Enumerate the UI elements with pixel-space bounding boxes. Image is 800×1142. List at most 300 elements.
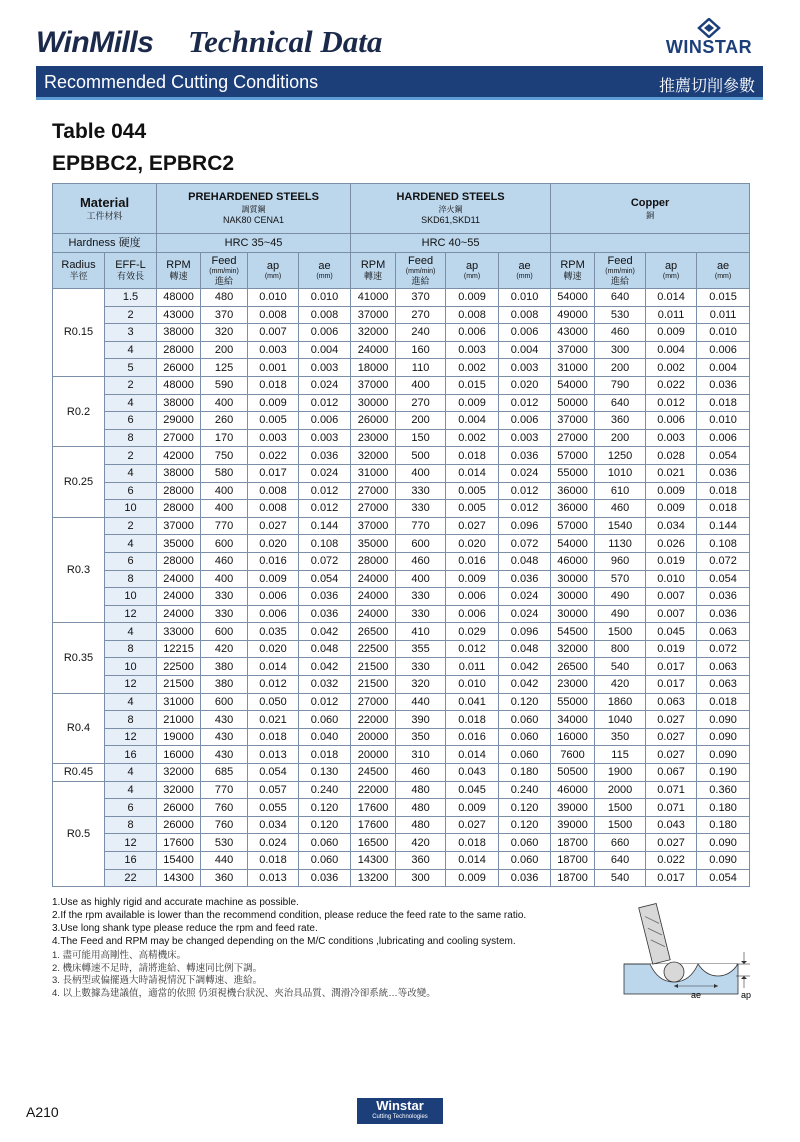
value-cell: 0.007	[646, 588, 697, 606]
value-cell: 0.036	[499, 447, 551, 465]
value-cell: 1130	[595, 535, 646, 553]
value-cell: 0.003	[248, 429, 299, 447]
table-row	[53, 570, 750, 588]
col-label: ap	[664, 260, 678, 272]
col-header-feed	[595, 253, 646, 289]
table-row	[53, 869, 750, 887]
value-cell: 7600	[551, 746, 595, 764]
value-cell: 55000	[551, 693, 595, 711]
value-cell: 16000	[157, 746, 201, 764]
col-label: RPM	[360, 259, 386, 271]
note-line-cn: 2. 機床轉速不足時，請將進給、轉速同比例下調。	[52, 962, 263, 974]
value-cell: 0.006	[646, 412, 697, 430]
value-cell: 24000	[157, 570, 201, 588]
table-row	[53, 376, 750, 394]
value-cell: 13200	[351, 869, 396, 887]
value-cell: 0.090	[697, 834, 750, 852]
value-cell: 0.019	[646, 640, 697, 658]
value-cell: 0.060	[299, 711, 351, 729]
value-cell: 330	[396, 658, 446, 676]
value-cell: 0.045	[446, 781, 499, 799]
effl-cell: 4	[105, 464, 157, 482]
col-label: ae	[518, 260, 531, 272]
value-cell: 0.020	[499, 376, 551, 394]
value-cell: 110	[396, 359, 446, 377]
group-header-prehardened	[157, 184, 351, 234]
value-cell: 0.018	[248, 376, 299, 394]
table-row	[53, 623, 750, 641]
value-cell: 430	[201, 711, 248, 729]
value-cell: 0.041	[446, 693, 499, 711]
value-cell: 0.120	[499, 693, 551, 711]
value-cell: 0.017	[646, 658, 697, 676]
value-cell: 41000	[351, 289, 396, 307]
value-cell: 19000	[157, 728, 201, 746]
value-cell: 0.042	[499, 676, 551, 694]
ap-label: ap	[741, 990, 752, 1000]
value-cell: 20000	[351, 728, 396, 746]
value-cell: 0.017	[646, 676, 697, 694]
value-cell: 540	[595, 869, 646, 887]
value-cell: 0.042	[299, 623, 351, 641]
value-cell: 0.018	[697, 500, 750, 518]
value-cell: 420	[201, 640, 248, 658]
effl-cell: 12	[105, 728, 157, 746]
effl-cell: 8	[105, 429, 157, 447]
value-cell: 270	[396, 306, 446, 324]
value-cell: 0.003	[646, 429, 697, 447]
value-cell: 760	[201, 816, 248, 834]
value-cell: 24000	[157, 605, 201, 623]
value-cell: 26000	[157, 359, 201, 377]
value-cell: 0.180	[697, 816, 750, 834]
value-cell: 0.018	[446, 711, 499, 729]
value-cell: 300	[396, 869, 446, 887]
value-cell: 1540	[595, 517, 646, 535]
value-cell: 0.036	[499, 570, 551, 588]
value-cell: 0.054	[248, 764, 299, 782]
col-label: (mm/min)	[405, 267, 436, 275]
value-cell: 480	[396, 781, 446, 799]
value-cell: 380	[201, 658, 248, 676]
group-name: HARDENED STEELS	[396, 191, 505, 203]
note-line: 2.If the rpm available is lower than the recommend condition, please reduce the feed rate to the same ratio.	[52, 910, 527, 921]
value-cell: 30000	[551, 605, 595, 623]
value-cell: 18700	[551, 852, 595, 870]
effl-cell: 4	[105, 764, 157, 782]
value-cell: 0.010	[697, 412, 750, 430]
value-cell: 0.060	[499, 852, 551, 870]
value-cell: 600	[201, 623, 248, 641]
value-cell: 370	[396, 289, 446, 307]
value-cell: 0.060	[299, 852, 351, 870]
value-cell: 0.048	[299, 640, 351, 658]
material-label: Material	[79, 195, 130, 210]
value-cell: 0.008	[248, 482, 299, 500]
value-cell: 530	[595, 306, 646, 324]
value-cell: 0.018	[697, 693, 750, 711]
document-title: Technical Data	[188, 24, 383, 59]
value-cell: 32000	[157, 764, 201, 782]
value-cell: 0.060	[499, 711, 551, 729]
value-cell: 17600	[351, 816, 396, 834]
product-name: EPBBC2, EPBRC2	[52, 152, 235, 175]
value-cell: 0.060	[299, 834, 351, 852]
value-cell: 0.014	[446, 464, 499, 482]
value-cell: 330	[396, 482, 446, 500]
value-cell: 31000	[351, 464, 396, 482]
value-cell: 200	[201, 341, 248, 359]
col-header-ae	[697, 253, 750, 289]
value-cell: 300	[595, 341, 646, 359]
value-cell: 24000	[157, 588, 201, 606]
value-cell: 17600	[351, 799, 396, 817]
value-cell: 31000	[551, 359, 595, 377]
value-cell: 0.054	[299, 570, 351, 588]
value-cell: 31000	[157, 693, 201, 711]
value-cell: 400	[201, 500, 248, 518]
value-cell: 0.002	[646, 359, 697, 377]
value-cell: 0.108	[697, 535, 750, 553]
value-cell: 26500	[551, 658, 595, 676]
col-label: (mm)	[316, 273, 333, 280]
effl-cell: 5	[105, 359, 157, 377]
notes-english	[52, 896, 526, 948]
value-cell: 350	[396, 728, 446, 746]
value-cell: 0.042	[499, 658, 551, 676]
value-cell: 54000	[551, 535, 595, 553]
radius-cell: R0.4	[53, 693, 105, 763]
value-cell: 330	[201, 588, 248, 606]
col-label-cn: 半徑	[69, 271, 88, 281]
value-cell: 32000	[157, 781, 201, 799]
value-cell: 0.012	[499, 394, 551, 412]
value-cell: 770	[201, 781, 248, 799]
value-cell: 0.120	[499, 799, 551, 817]
effl-cell: 8	[105, 640, 157, 658]
effl-cell: 6	[105, 482, 157, 500]
table-row	[53, 588, 750, 606]
value-cell: 1860	[595, 693, 646, 711]
value-cell: 27000	[351, 482, 396, 500]
value-cell: 29000	[157, 412, 201, 430]
value-cell: 30000	[551, 588, 595, 606]
value-cell: 0.180	[499, 764, 551, 782]
value-cell: 0.014	[646, 289, 697, 307]
value-cell: 37000	[351, 306, 396, 324]
col-label-cn: 有效長	[117, 271, 145, 281]
col-header-rpm	[551, 253, 595, 289]
value-cell: 0.090	[697, 746, 750, 764]
value-cell: 500	[396, 447, 446, 465]
value-cell: 320	[201, 324, 248, 342]
radius-cell: R0.15	[53, 289, 105, 377]
col-label: (mm)	[463, 273, 481, 280]
value-cell: 0.005	[248, 412, 299, 430]
value-cell: 0.060	[499, 728, 551, 746]
col-header-rpm	[157, 253, 201, 289]
value-cell: 200	[396, 412, 446, 430]
value-cell: 20000	[351, 746, 396, 764]
group-grades: NAK80 CENA1	[223, 215, 285, 225]
value-cell: 0.034	[646, 517, 697, 535]
effl-cell: 4	[105, 623, 157, 641]
value-cell: 1500	[595, 799, 646, 817]
value-cell: 0.016	[446, 728, 499, 746]
winstar-emblem-icon	[692, 18, 726, 38]
col-label: 進給	[411, 275, 430, 286]
value-cell: 0.036	[499, 869, 551, 887]
value-cell: 1010	[595, 464, 646, 482]
value-cell: 17600	[157, 834, 201, 852]
effl-cell: 22	[105, 869, 157, 887]
col-label: (mm)	[516, 273, 533, 280]
value-cell: 460	[396, 764, 446, 782]
value-cell: 0.009	[446, 394, 499, 412]
value-cell: 610	[595, 482, 646, 500]
value-cell: 39000	[551, 816, 595, 834]
value-cell: 0.018	[299, 746, 351, 764]
value-cell: 685	[201, 764, 248, 782]
value-cell: 790	[595, 376, 646, 394]
note-line: 4.The Feed and RPM may be changed depending on the M/C conditions ,lubricating and cooling system.	[52, 936, 516, 947]
value-cell: 0.090	[697, 711, 750, 729]
value-cell: 12215	[157, 640, 201, 658]
group-name: Copper	[630, 196, 670, 209]
table-row	[53, 605, 750, 623]
value-cell: 0.036	[299, 605, 351, 623]
value-cell: 490	[595, 588, 646, 606]
value-cell: 28000	[157, 482, 201, 500]
table-row	[53, 693, 750, 711]
col-label: Feed	[607, 254, 633, 267]
value-cell: 1250	[595, 447, 646, 465]
value-cell: 0.010	[646, 570, 697, 588]
value-cell: 410	[396, 623, 446, 641]
value-cell: 0.010	[697, 324, 750, 342]
value-cell: 0.011	[646, 306, 697, 324]
col-label: (mm/min)	[605, 267, 635, 275]
value-cell: 0.015	[446, 376, 499, 394]
col-header-feed	[396, 253, 446, 289]
value-cell: 0.013	[248, 746, 299, 764]
value-cell: 1500	[595, 816, 646, 834]
table-row	[53, 676, 750, 694]
value-cell: 42000	[157, 447, 201, 465]
table-row	[53, 324, 750, 342]
end-mill-shank	[639, 903, 670, 964]
value-cell: 0.072	[697, 552, 750, 570]
value-cell: 0.005	[446, 482, 499, 500]
value-cell: 0.004	[499, 341, 551, 359]
value-cell: 0.024	[499, 588, 551, 606]
value-cell: 0.024	[299, 464, 351, 482]
value-cell: 16000	[551, 728, 595, 746]
value-cell: 55000	[551, 464, 595, 482]
value-cell: 23000	[351, 429, 396, 447]
value-cell: 57000	[551, 517, 595, 535]
effl-cell: 2	[105, 517, 157, 535]
value-cell: 0.120	[499, 816, 551, 834]
effl-cell: 2	[105, 376, 157, 394]
value-cell: 0.006	[299, 324, 351, 342]
col-label: RPM	[560, 259, 585, 271]
value-cell: 0.006	[248, 588, 299, 606]
radius-cell: R0.3	[53, 517, 105, 623]
value-cell: 24000	[351, 605, 396, 623]
value-cell: 35000	[157, 535, 201, 553]
value-cell: 0.067	[646, 764, 697, 782]
value-cell: 39000	[551, 799, 595, 817]
effl-cell: 16	[105, 852, 157, 870]
value-cell: 14300	[157, 869, 201, 887]
value-cell: 30000	[551, 570, 595, 588]
value-cell: 0.072	[499, 535, 551, 553]
value-cell: 0.060	[499, 746, 551, 764]
value-cell: 0.022	[646, 852, 697, 870]
col-header-effl	[105, 253, 157, 289]
value-cell: 0.063	[697, 623, 750, 641]
value-cell: 0.096	[499, 623, 551, 641]
effl-cell: 8	[105, 570, 157, 588]
value-cell: 320	[396, 676, 446, 694]
value-cell: 0.004	[299, 341, 351, 359]
value-cell: 33000	[157, 623, 201, 641]
table-row	[53, 816, 750, 834]
value-cell: 0.180	[697, 799, 750, 817]
value-cell: 0.006	[299, 412, 351, 430]
value-cell: 0.024	[499, 605, 551, 623]
value-cell: 0.050	[248, 693, 299, 711]
note-line: 1.Use as highly rigid and accurate machine as possible.	[52, 897, 299, 908]
col-label: 轉速	[563, 271, 582, 281]
value-cell: 400	[396, 570, 446, 588]
value-cell: 0.013	[248, 869, 299, 887]
note-line-cn: 1. 盡可能用高剛性、高精機床。	[52, 950, 187, 961]
radius-cell: R0.2	[53, 376, 105, 446]
value-cell: 21500	[157, 676, 201, 694]
value-cell: 0.240	[299, 781, 351, 799]
value-cell: 0.005	[446, 500, 499, 518]
value-cell: 0.036	[697, 464, 750, 482]
value-cell: 0.024	[299, 376, 351, 394]
value-cell: 30000	[351, 394, 396, 412]
value-cell: 0.014	[446, 746, 499, 764]
effl-cell: 6	[105, 799, 157, 817]
value-cell: 0.009	[646, 324, 697, 342]
group-name: PREHARDENED STEELS	[188, 191, 319, 203]
effl-cell: 4	[105, 341, 157, 359]
value-cell: 38000	[157, 394, 201, 412]
col-label: ap	[465, 260, 479, 272]
effl-cell: 10	[105, 500, 157, 518]
value-cell: 600	[201, 535, 248, 553]
value-cell: 420	[595, 676, 646, 694]
col-label: 轉速	[364, 271, 383, 281]
value-cell: 28000	[157, 341, 201, 359]
value-cell: 36000	[551, 500, 595, 518]
value-cell: 0.028	[646, 447, 697, 465]
value-cell: 0.060	[499, 834, 551, 852]
value-cell: 0.009	[646, 482, 697, 500]
effl-cell: 4	[105, 693, 157, 711]
table-row	[53, 429, 750, 447]
value-cell: 0.029	[446, 623, 499, 641]
value-cell: 0.012	[299, 693, 351, 711]
col-header-ae	[299, 253, 351, 289]
value-cell: 48000	[157, 376, 201, 394]
group-name-cn: 淬火鋼	[438, 205, 463, 214]
value-cell: 0.010	[299, 289, 351, 307]
col-label: ae	[716, 260, 730, 272]
value-cell: 32000	[551, 640, 595, 658]
brand-logo: WinMills	[36, 26, 154, 59]
col-header-radius	[53, 253, 105, 289]
value-cell: 0.012	[646, 394, 697, 412]
value-cell: 360	[396, 852, 446, 870]
value-cell: 460	[396, 552, 446, 570]
value-cell: 0.009	[248, 394, 299, 412]
value-cell: 37000	[551, 412, 595, 430]
effl-cell: 6	[105, 412, 157, 430]
value-cell: 50500	[551, 764, 595, 782]
value-cell: 330	[396, 605, 446, 623]
value-cell: 54500	[551, 623, 595, 641]
value-cell: 360	[201, 869, 248, 887]
value-cell: 0.018	[446, 834, 499, 852]
value-cell: 0.057	[248, 781, 299, 799]
value-cell: 0.004	[646, 341, 697, 359]
value-cell: 0.010	[499, 289, 551, 307]
value-cell: 0.002	[446, 429, 499, 447]
value-cell: 420	[396, 834, 446, 852]
value-cell: 21000	[157, 711, 201, 729]
material-header	[53, 184, 157, 234]
col-header-ap	[646, 253, 697, 289]
effl-cell: 10	[105, 588, 157, 606]
value-cell: 0.054	[697, 447, 750, 465]
note-line: 3.Use long shank type please reduce the rpm and feed rate.	[52, 923, 318, 934]
value-cell: 0.027	[646, 711, 697, 729]
value-cell: 0.009	[446, 570, 499, 588]
value-cell: 0.144	[299, 517, 351, 535]
hardness-copper	[551, 234, 750, 253]
value-cell: 22500	[157, 658, 201, 676]
banner-title-cn: 推薦切削參數	[658, 78, 755, 95]
footer-brand-sub: Cutting Technologies	[372, 1114, 428, 1120]
value-cell: 50000	[551, 394, 595, 412]
value-cell: 0.020	[446, 535, 499, 553]
value-cell: 370	[201, 306, 248, 324]
effl-cell: 8	[105, 711, 157, 729]
value-cell: 46000	[551, 552, 595, 570]
radius-cell: R0.35	[53, 623, 105, 693]
value-cell: 0.063	[697, 676, 750, 694]
value-cell: 360	[595, 412, 646, 430]
col-header-ap	[446, 253, 499, 289]
table-number: Table 044	[52, 120, 147, 143]
value-cell: 0.003	[499, 429, 551, 447]
value-cell: 0.006	[499, 412, 551, 430]
value-cell: 0.022	[646, 376, 697, 394]
value-cell: 115	[595, 746, 646, 764]
value-cell: 0.043	[646, 816, 697, 834]
value-cell: 0.027	[446, 517, 499, 535]
col-label: (mm/min)	[209, 267, 239, 275]
value-cell: 0.036	[697, 588, 750, 606]
value-cell: 18000	[351, 359, 396, 377]
value-cell: 0.018	[446, 447, 499, 465]
